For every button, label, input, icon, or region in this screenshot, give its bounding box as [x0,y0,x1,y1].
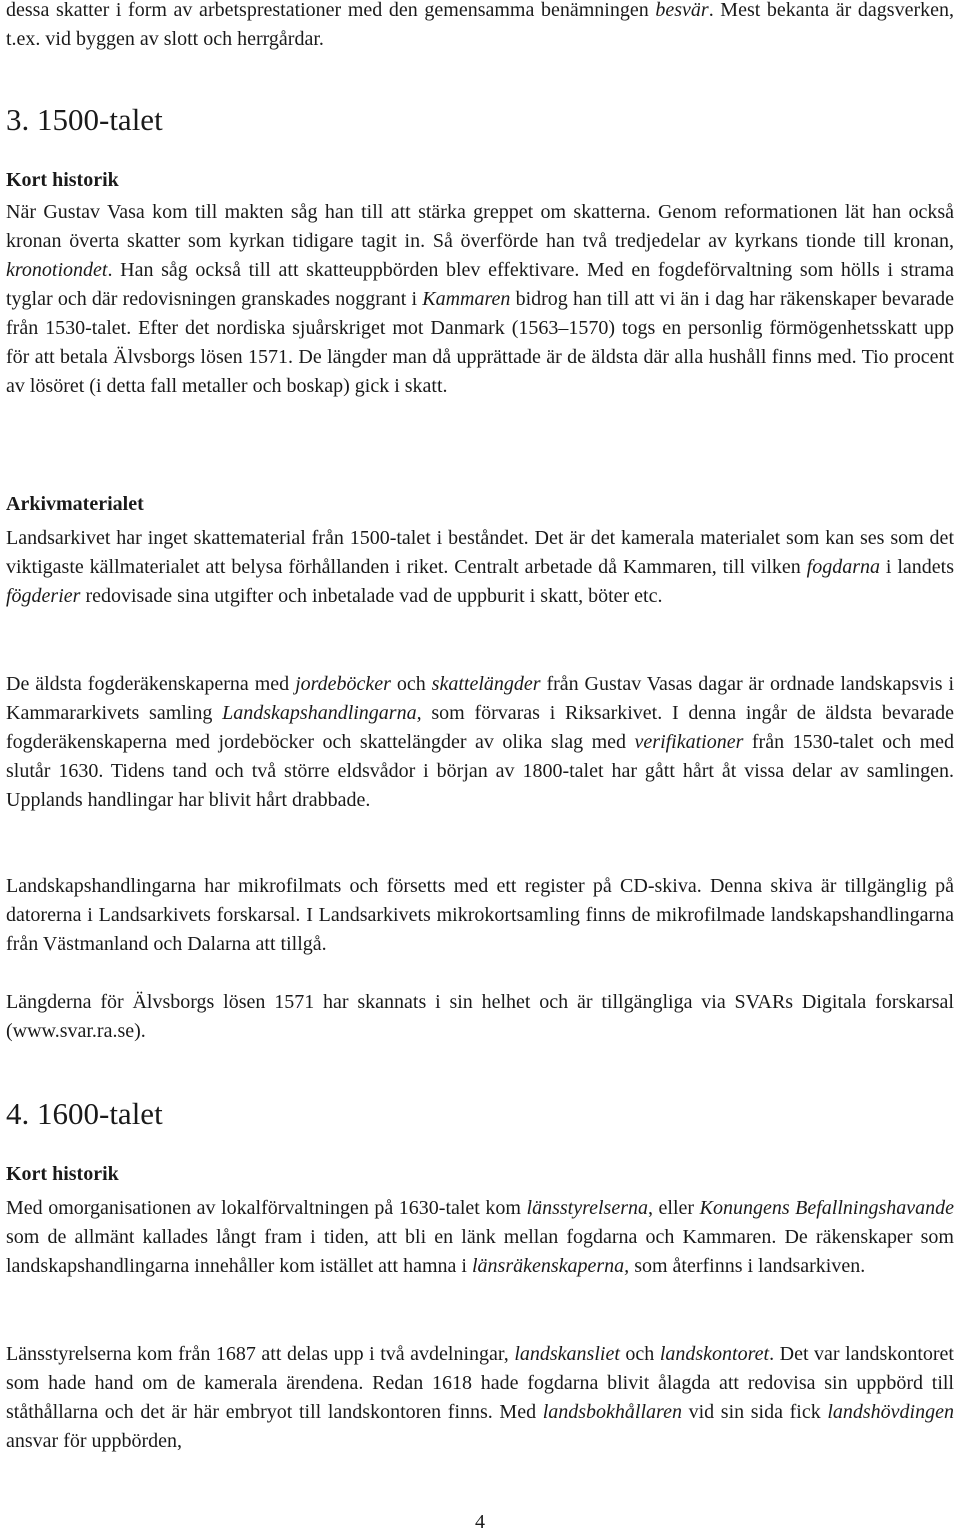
italic-term: fögderier [6,585,81,607]
italic-term: Landskapshandlingarna, [222,702,422,724]
text-run: och [619,1343,660,1365]
italic-term: landshövdingen [827,1401,954,1423]
italic-term: kronotiondet [6,259,108,281]
text-run: från 1530-talet och med slutår 1630. Tidens tand och två större eldsvådor i början av 1800-talet har gått hårt åt vissa delar av samlingen. Upplands handlingar har blivit hårt drabbade. [6,731,955,811]
kort-historik-1600-paragraph-2 [6,1340,954,1456]
italic-term: landskontoret [659,1343,770,1365]
italic-term: landskansliet [514,1343,620,1365]
text-run: bidrog han till att vi än i dag har räkenskaper bevarade från 1530-talet. Efter det nordiska sjuårskriget mot Danmark (1563–1570) togs en personlig förmögenhetsskatt upp för att betala Älvsborgs lösen 1571. De längder man då upprättade är de äldsta där alla hushåll finns med. Tio procent av lösöret (i detta fall metaller och boskap) gick i skatt. [6,288,954,397]
text-run: ansvar för uppbörden, [6,1430,183,1452]
text-run: Med en fogdeförvaltning som hölls i strama tyglar och där redovisningen granskades noggrant i [6,259,954,310]
italic-term: länsräkenskaperna, [471,1255,630,1277]
italic-term: verifikationer [634,731,744,753]
arkivmaterialet-paragraph-1 [6,524,954,611]
text-run: i landets [880,556,954,578]
subheading-kort-historik: Kort historik [6,169,119,191]
section-heading-1600: 4. 1600-talet [6,1096,163,1131]
kort-historik-1600-paragraph-1 [6,1194,954,1281]
section-heading-1500: 3. 1500-talet [6,102,163,137]
kort-historik-paragraph [6,198,954,401]
text-run: . Det var landskontoret som hade hand om de kamerala ärendena. Redan 1618 hade fogdarna blivit ålagda att redovisa sin uppbörd till ståthållarna och det är här embryot till landskontoren finns. Med [6,1343,954,1423]
text-run: dessa skatter i form av arbetsprestationer med den gemensamma benämningen [6,0,656,21]
text-run: När Gustav Vasa kom till makten såg han till att stärka greppet om skatterna. Genom reformationen lät han också kronan överta skatter som kyrkan tidigare tagit in. Så överförde han två tredjedelar av kyrkans tionde till kronan, [6,201,954,252]
arkivmaterialet-paragraph-2 [6,670,954,815]
italic-term: länsstyrelserna [526,1197,648,1219]
text-run: som förvaras i Riksarkivet. I denna ingår de äldsta bevarade fogderäkenskaperna med jordeböcker och skattelängder av olika slag med [6,702,954,753]
text-run: från Gustav Vasas dagar är ordnade landskapsvis i Kammararkivets samling [6,673,954,724]
italic-term: landsbokhållaren [542,1401,682,1423]
text-run: som återfinns i landsarkiven. [629,1255,866,1277]
arkivmaterialet-paragraph-3: Landskapshandlingarna har mikrofilmats och försetts med ett register på CD-skiva. Denna skiva är tillgänglig på datorerna i Landsarkivets forskarsal. I Landsarkivets mikrokortsamling finns de mikrofilmade landskapshandlingarna från Västmanland och Dalarna att tillgå. [6,875,954,955]
italic-term: jordeböcker [295,673,391,695]
italic-term: skattelängder [431,673,541,695]
italic-term: Kammaren [422,288,511,310]
italic-term: Konungens Befallningshavande [699,1197,955,1219]
text-run: som de allmänt kallades långt fram i tiden, att bli en länk mellan fogdarna och Kammaren. De räkenskaper som landskapshandlingarna innehåller kom istället att hamna i [6,1226,954,1277]
text-run: Länsstyrelserna kom från 1687 att delas upp i två avdelningar, [6,1343,515,1365]
arkivmaterialet-paragraph-4: Längderna för Älvsborgs lösen 1571 har skannats i sin helhet och är tillgängliga via SVARs Digitala forskarsal (www.svar.ra.se). [6,991,954,1042]
intro-paragraph [6,0,954,54]
text-run: och [390,673,432,695]
text-run: Landsarkivet har inget skattematerial från 1500-talet i beståndet. Det är det kamerala materialet som kan ses som det viktigaste källmaterialet att belysa förhållanden i riket. Centralt arbetade då Kammaren, till vilken [6,527,954,578]
page-number: 4 [475,1511,485,1533]
subheading-arkivmaterialet: Arkivmaterialet [6,493,144,515]
text-run: vid sin sida fick [681,1401,828,1423]
text-run: , eller [648,1197,700,1219]
text-run: De äldsta fogderäkenskaperna med [6,673,296,695]
text-run: Med omorganisationen av lokalförvaltningen på 1630-talet kom [6,1197,527,1219]
text-run: . Mest bekanta är dagsverken, t.ex. vid byggen av slott och herrgårdar. [6,0,954,50]
italic-term: besvär [655,0,709,21]
text-run: redovisade sina utgifter och inbetalade vad de uppburit i skatt, böter etc. [80,585,663,607]
text-run: . Han såg också till att skatteuppbörden blev effektivare. [107,259,587,281]
subheading-kort-historik-1600: Kort historik [6,1163,119,1185]
italic-term: fogdarna [806,556,881,578]
